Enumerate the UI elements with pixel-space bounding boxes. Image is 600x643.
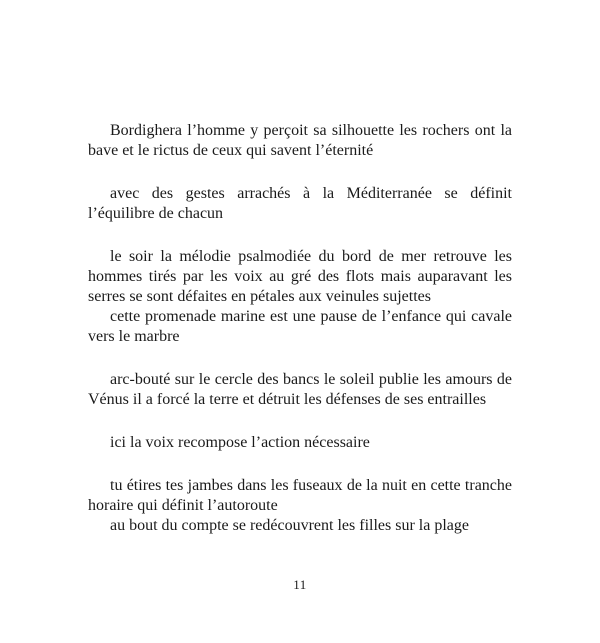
page-number: 11	[293, 577, 307, 592]
poem-line: avec des gestes arrachés à la Méditerranée se définit l’équilibre de chacun	[88, 185, 512, 222]
stanza	[88, 433, 512, 453]
poem-line: Bordighera l’homme y perçoit sa silhouette les rochers ont la bave et le rictus de ceux qui savent l’éternité	[88, 122, 512, 159]
poem-line: tu étires tes jambes dans les fuseaux de la nuit en cette tranche horaire qui définit l’autoroute	[88, 477, 512, 514]
stanza	[88, 370, 512, 410]
poem-body	[88, 121, 512, 559]
poem-line: arc-bouté sur le cercle des bancs le soleil publie les amours de Vénus il a forcé la terre et détruit les défenses de ses entrailles	[88, 371, 512, 408]
poem-line: le soir la mélodie psalmodiée du bord de mer retrouve les hommes tirés par les voix au gré des flots mais auparavant les serres se sont défaites en pétales aux veinules sujettes	[88, 248, 512, 305]
poem-line: au bout du compte se redécouvrent les filles sur la plage	[110, 517, 469, 534]
stanza	[88, 121, 512, 161]
poem-line: ici la voix recompose l’action nécessaire	[110, 434, 370, 451]
poem-line: cette promenade marine est une pause de l’enfance qui cavale vers le marbre	[88, 308, 512, 345]
stanza	[88, 247, 512, 347]
stanza	[88, 184, 512, 224]
stanza	[88, 476, 512, 536]
